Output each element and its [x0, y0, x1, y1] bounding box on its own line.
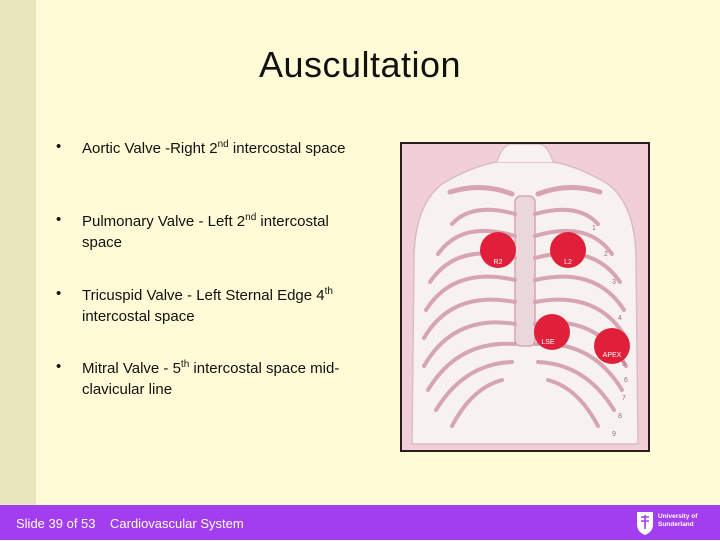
sternum [515, 196, 535, 346]
rib-number: 2 [604, 251, 608, 258]
slide-number: Slide 39 of 53 [16, 516, 96, 531]
rib-number: 1 [592, 225, 596, 232]
bullet-text: Tricuspid Valve - Left Sternal Edge 4th intercostal space [82, 286, 333, 325]
slide-title: Auscultation [258, 44, 462, 85]
label-r2: R2 [493, 259, 503, 266]
bullet-text: Aortic Valve -Right 2nd intercostal space [82, 139, 346, 157]
rib-number: 8 [618, 413, 622, 420]
rib-number: 3 [612, 279, 616, 286]
chest-auscultation-diagram [400, 142, 650, 452]
university-crest-icon [636, 510, 654, 536]
bullet-text: Mitral Valve - 5th intercostal space mid-clavicular line [82, 359, 340, 398]
bullet-text: Pulmonary Valve - Left 2nd intercostal space [82, 212, 329, 251]
bullet-marker: • [56, 285, 62, 302]
rib-number: 9 [612, 431, 616, 438]
bullet-marker: • [56, 138, 62, 155]
label-lse: LSE [541, 339, 555, 346]
rib-number: 4 [618, 315, 622, 322]
chest-diagram-svg [402, 144, 648, 450]
university-name: University of Sunderland [658, 513, 698, 528]
label-apex: APEX [602, 352, 622, 359]
rib-number: 7 [622, 395, 626, 402]
bullet-marker: • [56, 358, 62, 375]
bullet-marker: • [56, 211, 62, 228]
rib-number: 6 [624, 377, 628, 384]
university-logo [636, 510, 706, 536]
label-l2: L2 [564, 259, 572, 266]
footer-bar [0, 505, 720, 540]
rib-number: 5 [622, 361, 626, 368]
course-title: Cardiovascular System [110, 516, 244, 531]
neck-outline [497, 144, 553, 162]
